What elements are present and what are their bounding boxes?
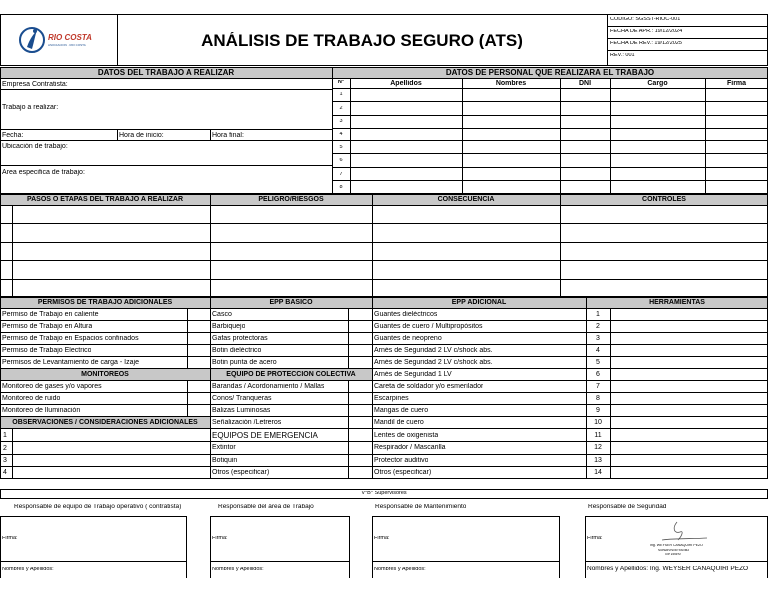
herramienta-row: 8 [596, 395, 600, 402]
steps-table [0, 194, 768, 297]
epp-adicional-item[interactable]: Guantes de cuero / Multipropósitos [374, 323, 483, 330]
herramienta-row: 1 [596, 311, 600, 318]
herramienta-row: 12 [594, 444, 602, 451]
epp-colectiva-item[interactable]: Balizas Luminosas [212, 407, 271, 414]
epp-adicional-item[interactable]: Otros (especificar) [374, 469, 432, 476]
fecha-aprobacion: FECHA DE APR.: 19/12/2024 [610, 29, 683, 34]
epp-adicional-item[interactable]: Careta de soldador y/o esmerilador [374, 383, 484, 390]
epp-adicional-item[interactable]: Arnés de Seguridad 2 LV c/shock abs. [374, 359, 493, 366]
herramienta-row: 10 [594, 419, 602, 426]
herramientas-title: HERRAMIENTAS [649, 299, 705, 306]
herramienta-row: 7 [596, 383, 600, 390]
herramienta-row: 13 [594, 457, 602, 464]
nombres-label: Nombres y Apellidos: [374, 567, 426, 572]
epp-adicional-item[interactable]: Lentes de oxigenista [374, 432, 439, 439]
epp-adicional-item[interactable]: Guantes de neopreno [374, 335, 442, 342]
responsable-contratista: Responsable de equipo de Trabajo operativo ( contratista) [14, 504, 182, 510]
consequence-header: CONSECUENCIA [437, 196, 495, 203]
col-apellidos: Apellidos [390, 80, 422, 87]
personal-row-num: 1 [339, 92, 343, 97]
permiso-item[interactable]: Permisos de Levantamiento de carga - Izaje [2, 359, 139, 366]
personal-row-num: 4 [339, 132, 343, 137]
nombres-label: Nombres y Apellidos: [212, 567, 264, 572]
herramienta-row: 3 [596, 335, 600, 342]
personal-title: DATOS DE PERSONAL QUE REALIZARÁ EL TRABAJO [445, 69, 655, 77]
observacion-row: 3 [3, 457, 7, 464]
epp-basico-item[interactable]: Barbiquejo [212, 323, 246, 330]
personal-row-num: 7 [339, 172, 343, 177]
col-cargo: Cargo [647, 80, 668, 87]
epp-colectiva-title: EQUIPO DE PROTECCION COLECTIVA [226, 371, 356, 378]
codigo: CODIGO: SGSST-RIOC-001 [610, 17, 681, 22]
epp-adicional-item[interactable]: Escarpines [374, 395, 409, 402]
controls-header: CONTROLES [642, 196, 686, 203]
monitoreo-item[interactable]: Monitoreo de ruido [2, 395, 61, 402]
herramienta-row: 9 [596, 407, 600, 414]
epp-colectiva-item[interactable]: Barandas / Acordonamiento / Mallas [212, 383, 325, 390]
personal-row-num: 2 [339, 106, 343, 111]
epp-colectiva-item[interactable]: Conos/ Tranqueras [212, 395, 272, 402]
emergencia-title: EQUIPOS DE EMERGENCIA [212, 432, 318, 440]
stamp-role: SUPERVISOR SSOMA [658, 549, 690, 552]
stamp-cip: CIP 229972 [665, 553, 681, 556]
stamp-name: Ing. WEYSER CANAQUIRI PEZO [650, 544, 703, 547]
personal-row-num: 8 [339, 185, 343, 190]
emergencia-item[interactable]: Botiquin [212, 457, 238, 464]
herramienta-row: 2 [596, 323, 600, 330]
area-field[interactable]: Area especifica de trabajo: [2, 169, 85, 176]
seguridad-nombre: Nombres y Apellidos: Ing. WEYSER CANAQUIRI PEZO [587, 566, 749, 572]
firma-label: Firma: [2, 536, 18, 541]
herramienta-row: 14 [594, 469, 602, 476]
hora-inicio-field[interactable]: Hora de inicio: [119, 132, 164, 139]
fecha-field[interactable]: Fecha: [2, 132, 24, 139]
epp-basico-item[interactable]: Gafas protectoras [212, 335, 268, 342]
col-dni: DNI [578, 80, 592, 87]
herramienta-row: 6 [596, 371, 600, 378]
emergencia-item[interactable]: Otros (especificar) [212, 469, 270, 476]
epp-basico-title: EPP BÁSICO [269, 299, 313, 306]
epp-adicional-item[interactable]: Respirador / Mascarilla [374, 444, 446, 451]
work-data-title: DATOS DEL TRABAJO A REALIZAR [97, 69, 235, 77]
revision: REV.: 001 [610, 53, 635, 58]
firma-label: Firma: [374, 536, 390, 541]
herramienta-row: 11 [594, 432, 602, 439]
personal-row-num: 6 [339, 158, 343, 163]
herramienta-row: 5 [596, 359, 600, 366]
ubicacion-field[interactable]: Ubicación de trabajo: [2, 143, 68, 150]
observacion-row: 1 [3, 432, 7, 439]
logo-text: RÍO COSTA [48, 34, 92, 42]
hora-final-field[interactable]: Hora final: [212, 132, 244, 139]
personal-row-num: 5 [339, 145, 343, 150]
monitoreos-title: MONITOREOS [81, 371, 129, 378]
epp-adicional-item[interactable]: Protector auditivo [374, 457, 429, 464]
permiso-item[interactable]: Permiso de Trabajo en caliente [2, 311, 99, 318]
epp-colectiva-item[interactable]: Señalización /Letreros [212, 419, 282, 426]
herramienta-row: 4 [596, 347, 600, 354]
col-firma: Firma [726, 80, 747, 87]
monitoreo-item[interactable]: Monitoreo de gases y/o vapores [2, 383, 102, 390]
permisos-title: PERMISOS DE TRABAJO ADICIONALES [37, 299, 173, 306]
nombres-label: Nombres y Apellidos: [2, 567, 54, 572]
observacion-row: 4 [3, 469, 7, 476]
permiso-item[interactable]: Permiso de Trabajo Electrico [2, 347, 92, 354]
epp-adicional-item[interactable]: Mangas de cuero [374, 407, 429, 414]
permiso-item[interactable]: Permiso de Trabajo en Altura [2, 323, 93, 330]
permiso-item[interactable]: Permiso de Trabajo en Espacios confinados [2, 335, 139, 342]
responsable-seguridad: Responsable de Seguridad [588, 504, 667, 510]
firma-label: Firma: [587, 536, 603, 541]
epp-basico-item[interactable]: Botin dieléctrico [212, 347, 262, 354]
fecha-revision: FECHA DE REV.: 19/12/2025 [610, 41, 682, 46]
empresa-field[interactable]: Empresa Contratista: [2, 81, 68, 88]
monitoreo-item[interactable]: Monitoreo de Iluminación [2, 407, 81, 414]
responsable-mantenimiento: Responsable de Mantenimiento [375, 504, 467, 510]
observaciones-title: OBSERVACIONES / CONSIDERACIONES ADICIONALES [12, 419, 198, 426]
page-title: ANÁLISIS DE TRABAJO SEGURO (ATS) [201, 32, 523, 49]
steps-header: PASOS O ETAPAS DEL TRABAJO A REALIZAR [26, 196, 184, 203]
vb-supervisores: V°B° Supervisores [361, 491, 407, 496]
trabajo-field[interactable]: Trabajo a realizar: [2, 104, 59, 111]
firma-label: Firma: [212, 536, 228, 541]
observacion-row: 2 [3, 445, 7, 452]
emergencia-item[interactable]: Extintor [212, 444, 236, 451]
responsable-area: Responsable del área de Trabajo [218, 504, 314, 510]
company-logo [18, 20, 98, 60]
epp-basico-item[interactable]: Botin punta de acero [212, 359, 277, 366]
epp-adicional-item[interactable]: Arnés de Seguridad 2 LV c/shock abs. [374, 347, 493, 354]
epp-adicional-item[interactable]: Guantes dieléctricos [374, 311, 438, 318]
epp-adicional-title: EPP ADICIONAL [451, 299, 507, 306]
personal-row-num: 3 [339, 119, 343, 124]
epp-adicional-item[interactable]: Arnés de Seguridad 1 LV [374, 371, 452, 378]
logo-subtext: ASOCIACIÓN · RÍO COSTA [48, 44, 86, 47]
epp-basico-item[interactable]: Casco [212, 311, 232, 318]
col-nombres: Nombres [495, 80, 527, 87]
hazards-header: PELIGRO/RIESGOS [258, 196, 324, 203]
signature-stamp [622, 518, 722, 558]
col-numero: N° [337, 80, 345, 85]
epp-adicional-item[interactable]: Mandil de cuero [374, 419, 424, 426]
